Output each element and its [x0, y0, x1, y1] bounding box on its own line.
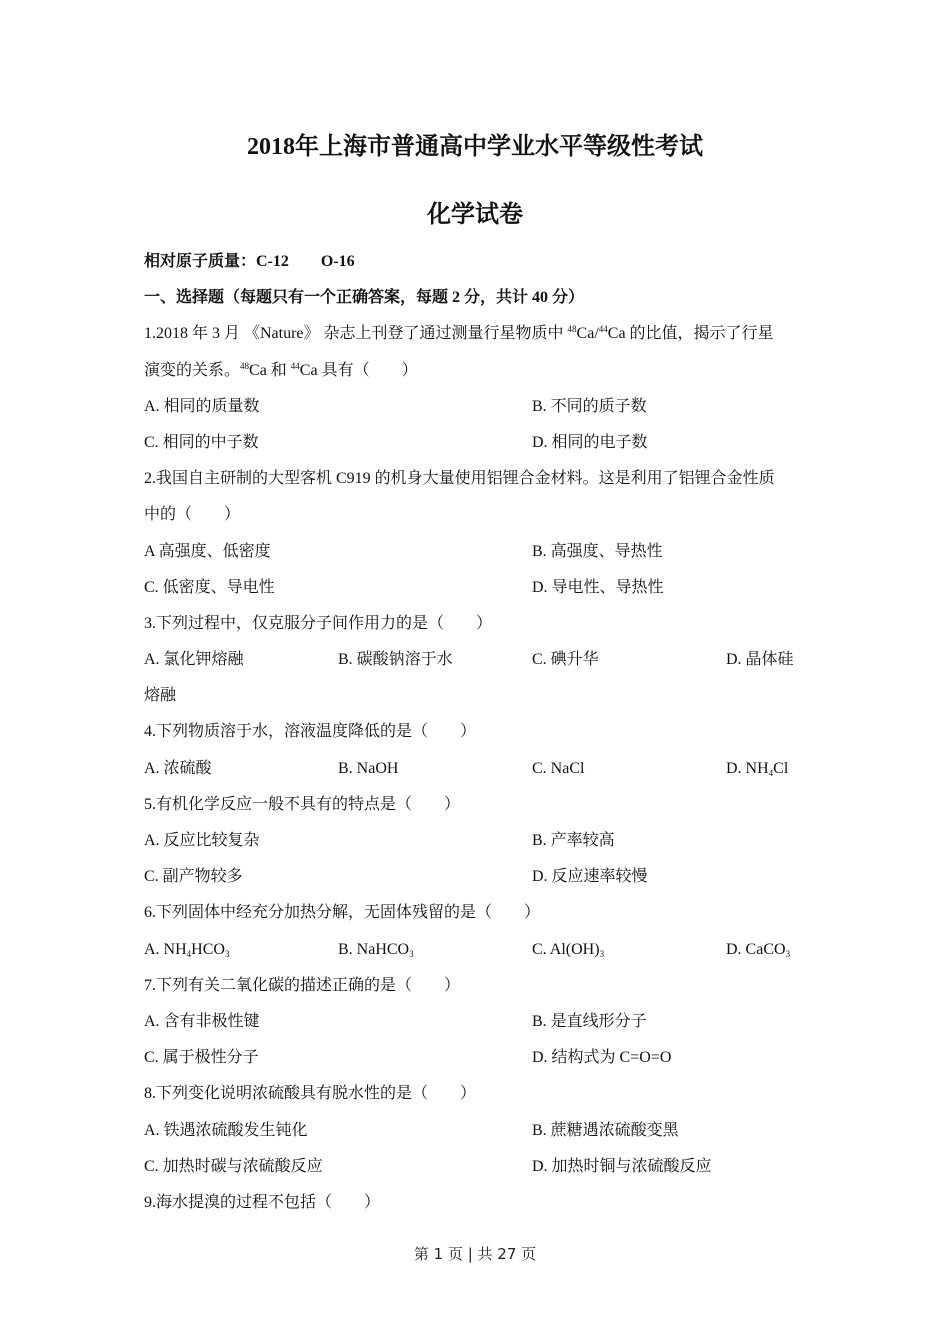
options-row [144, 389, 824, 425]
answer-option [532, 1113, 920, 1149]
text-run: A. 含有非极性键 [144, 1012, 260, 1030]
superscript: 48 [567, 324, 577, 335]
text-run: B. NaHCO [338, 940, 410, 958]
text-run: 2.我国自主研制的大型客机 C919 的机身大量使用铝锂合金材料。这是利用了铝锂合金性质 [144, 470, 775, 488]
answer-option [532, 932, 726, 968]
question-stem-line [144, 714, 824, 750]
answer-option [144, 1149, 532, 1185]
answer-option [532, 425, 920, 461]
question-content [144, 244, 824, 1221]
answer-option [144, 1113, 532, 1149]
answer-option [144, 389, 532, 425]
question-stem-line [144, 497, 824, 533]
subscript: 4 [768, 767, 774, 778]
exam-subtitle: 化学试卷 [427, 202, 523, 228]
text-run: 7.下列有关二氧化碳的描述正确的是（ ） [144, 976, 461, 994]
text-run: C. 副产物较多 [144, 868, 243, 886]
answer-option [144, 932, 338, 968]
question-stem-line [144, 968, 824, 1004]
text-run: HCO [191, 940, 225, 958]
answer-option [532, 859, 920, 895]
options-row [144, 570, 824, 606]
options-row [144, 751, 824, 787]
superscript: 44 [290, 360, 300, 371]
question-stem-line [144, 787, 824, 823]
text-run: D. 晶体硅 [726, 651, 794, 669]
answer-option [532, 1149, 920, 1185]
answer-option [532, 389, 920, 425]
text-run: D. NH [726, 759, 769, 777]
options-row [144, 642, 824, 678]
options-row [144, 534, 824, 570]
answer-option [726, 751, 920, 787]
option-wrap: 熔融 [144, 687, 177, 705]
options-row [144, 859, 824, 895]
text-run: Ca 具有（ ） [299, 361, 418, 379]
subscript: 3 [785, 948, 791, 959]
answer-option [726, 932, 920, 968]
text-run: A. 相同的质量数 [144, 397, 260, 415]
exam-title: 2018年上海市普通高中学业水平等级性考试 [247, 134, 703, 160]
options-row [144, 425, 824, 461]
subscript: 4 [186, 948, 192, 959]
answer-option [726, 642, 920, 678]
text-run: D. 相同的电子数 [532, 433, 648, 451]
text-run: A. 反应比较复杂 [144, 832, 260, 849]
question-stem-line [144, 353, 824, 389]
answer-option [144, 425, 532, 461]
text-run: C. 碘升华 [532, 651, 599, 669]
text-run: B. NaOH [338, 759, 399, 777]
text-run: D. 加热时铜与浓硫酸反应 [532, 1157, 712, 1175]
answer-option [144, 751, 338, 787]
question-stem-line [144, 895, 824, 931]
text-run: B. 产率较高 [532, 832, 615, 849]
text-run: C. NaCl [532, 759, 585, 777]
text-run: 中的（ ） [144, 506, 241, 524]
text-run: D. 反应速率较慢 [532, 868, 648, 886]
answer-option [532, 751, 726, 787]
text-run: C. 加热时碳与浓硫酸反应 [144, 1157, 323, 1175]
subscript: 3 [599, 948, 605, 959]
text-run: 演变的关系。 [144, 361, 241, 379]
question-stem-line [144, 1185, 824, 1221]
text-run: D. 导电性、导热性 [532, 578, 664, 596]
text-run: 4.下列物质溶于水，溶液温度降低的是（ ） [144, 723, 477, 741]
text-run: Ca/ [576, 325, 599, 343]
text-run: 5.有机化学反应一般不具有的特点是（ ） [144, 795, 461, 813]
section-heading: 一、选择题（每题只有一个正确答案，每题 2 分，共计 40 分） [144, 289, 585, 307]
text-run: B. 是直线形分子 [532, 1012, 647, 1030]
text-run: Ca 和 [249, 361, 291, 379]
answer-option [338, 751, 532, 787]
question-stem-line [144, 606, 824, 642]
answer-option [532, 1004, 920, 1040]
text-run: Ca 的比值，揭示了行星 [607, 325, 774, 343]
answer-option [144, 570, 532, 606]
options-row [144, 1113, 824, 1149]
options-row [144, 1004, 824, 1040]
text-run: C. 低密度、导电性 [144, 578, 275, 596]
text-run: A. 浓硫酸 [144, 759, 212, 777]
text-run: A. 铁遇浓硫酸发生钝化 [144, 1121, 308, 1139]
text-run: 6.下列固体中经充分加热分解，无固体残留的是（ ） [144, 904, 541, 922]
question-stem-line [144, 1076, 824, 1112]
text-run: D. 结构式为 C=O=O [532, 1049, 672, 1067]
text-run: C. 相同的中子数 [144, 433, 259, 451]
text-run: 8.下列变化说明浓硫酸具有脱水性的是（ ） [144, 1085, 477, 1103]
text-run: B. 高强度、导热性 [532, 542, 663, 560]
answer-option [144, 1040, 532, 1076]
answer-option [338, 642, 532, 678]
options-row [144, 1149, 824, 1185]
answer-option [532, 823, 920, 859]
text-run: A 高强度、低密度 [144, 542, 271, 560]
answer-option [338, 932, 532, 968]
superscript: 44 [598, 324, 608, 335]
question-stem-line [144, 316, 824, 352]
text-run: C. Al(OH) [532, 940, 600, 958]
answer-option [532, 534, 920, 570]
text-run: A. NH [144, 940, 187, 958]
options-row [144, 932, 824, 968]
answer-option [532, 570, 920, 606]
subscript: 3 [224, 948, 230, 959]
text-run: B. 碳酸钠溶于水 [338, 651, 453, 669]
text-run: 9.海水提溴的过程不包括（ ） [144, 1193, 381, 1211]
text-run: Cl [773, 759, 789, 777]
text-run: B. 不同的质子数 [532, 397, 647, 415]
answer-option [144, 823, 532, 859]
text-run: D. CaCO [726, 940, 786, 958]
options-row [144, 1040, 824, 1076]
text-run: 3.下列过程中，仅克服分子间作用力的是（ ） [144, 614, 493, 632]
answer-option [144, 859, 532, 895]
question-stem-line [144, 461, 824, 497]
answer-option [144, 534, 532, 570]
page-footer: 第 1 页 | 共 27 页 [413, 1245, 537, 1263]
subscript: 3 [409, 948, 414, 959]
answer-option [532, 1040, 920, 1076]
text-run: B. 蔗糖遇浓硫酸变黑 [532, 1121, 679, 1139]
text-run: 1.2018 年 3 月 《Nature》 杂志上刊登了通过测量行星物质中 [144, 325, 568, 343]
question-list [144, 316, 824, 1221]
options-row [144, 823, 824, 859]
answer-option [144, 642, 338, 678]
answer-option [532, 642, 726, 678]
superscript: 48 [240, 360, 250, 371]
text-run: A. 氯化钾熔融 [144, 651, 244, 669]
text-run: C. 属于极性分子 [144, 1049, 259, 1067]
atomic-masses: 相对原子质量：C-12 O-16 [144, 253, 355, 270]
answer-option [144, 1004, 532, 1040]
